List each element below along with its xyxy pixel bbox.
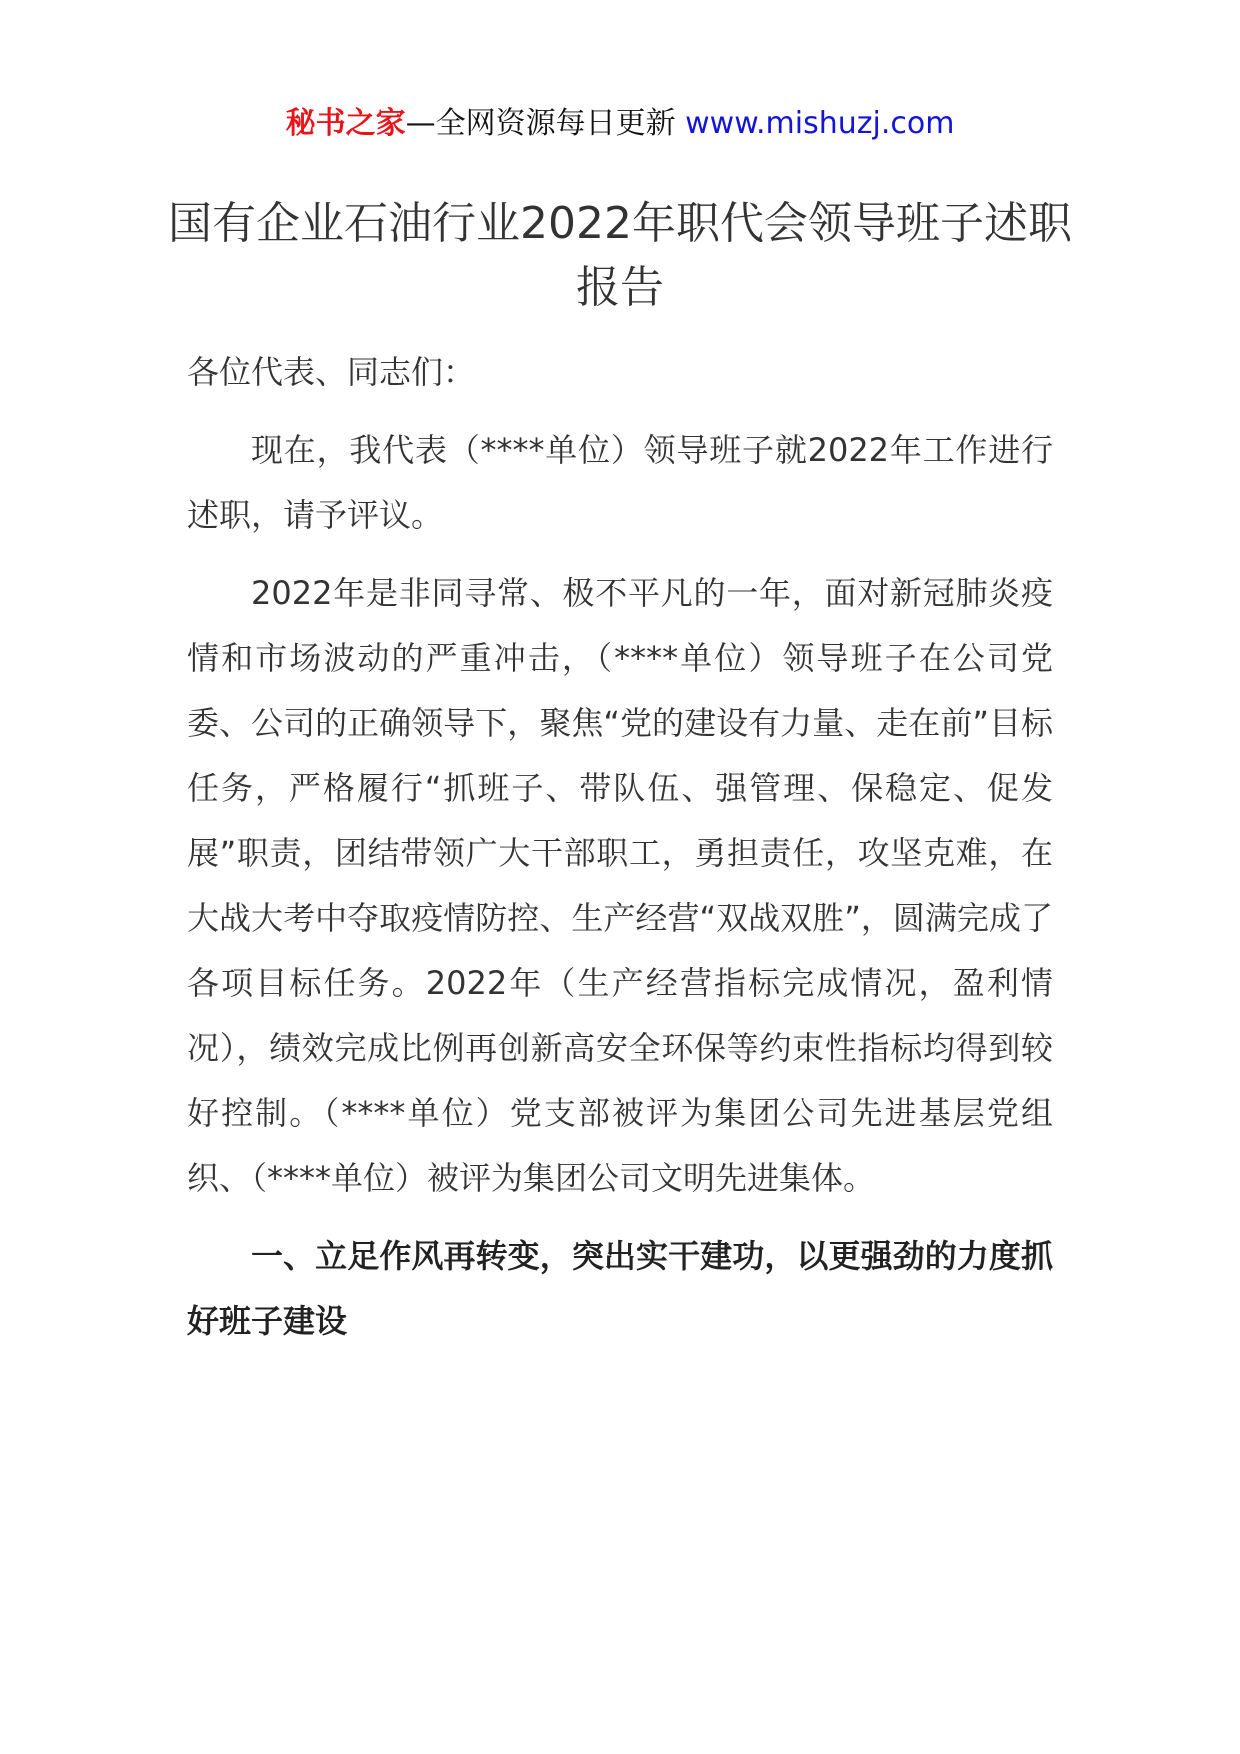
document-title: 国有企业石油行业2022年职代会领导班子述职报告 bbox=[168, 198, 1072, 313]
body-paragraph-2: 2022年是非同寻常、极不平凡的一年，面对新冠肺炎疫情和市场波动的严重冲击，（****单位）领导班子在公司党委、公司的正确领导下，聚焦“党的建设有力量、走在前”目标任务，严格履行“抓班子、带队伍、强管理、保稳定、促发展”职责，团结带领广大干部职工，勇担责任，攻坚克难，在大战大考中夺取疫情防控、生产经营“双战双胜”，圆满完成了各项目标任务。2022年（生产经营指标完成情况，盈利情况），绩效完成比例再创新高安全环保等约束性指标均得到较好控制。（****单位）党支部被评为集团公司先进基层党组织、（****单位）被评为集团公司文明先进集体。 bbox=[187, 574, 1053, 1197]
body-paragraph-1: 现在，我代表（****单位）领导班子就2022年工作进行述职，请予评议。 bbox=[187, 431, 1053, 534]
brand-name: 秘书之家 bbox=[285, 106, 406, 141]
header-tagline: —全网资源每日更新 bbox=[405, 106, 676, 141]
site-url[interactable]: www.mishuzj.com bbox=[685, 106, 955, 141]
salutation: 各位代表、同志们： bbox=[187, 353, 476, 391]
document-body bbox=[187, 340, 1053, 1354]
section-heading-1: 一、立足作风再转变，突出实干建功，以更强劲的力度抓好班子建设 bbox=[187, 1237, 1053, 1340]
site-header bbox=[0, 100, 1240, 148]
